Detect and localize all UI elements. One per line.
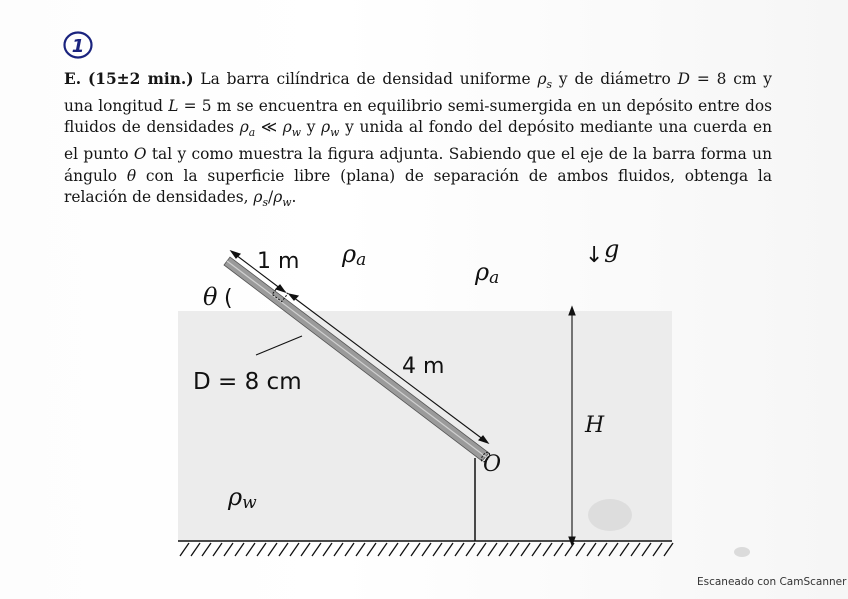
problem-text-part: ≪ bbox=[255, 118, 283, 137]
hatch-mark bbox=[367, 543, 376, 556]
hatch-mark bbox=[334, 543, 343, 556]
hatch-mark bbox=[202, 543, 211, 556]
label-rho-w-sub: w bbox=[242, 493, 257, 513]
label-theta: θ bbox=[203, 283, 218, 311]
hatch-mark bbox=[565, 543, 574, 556]
hatch-mark bbox=[257, 543, 266, 556]
hatch-mark bbox=[312, 543, 321, 556]
label-rho-w-symbol: ρ bbox=[228, 483, 243, 511]
hatch-mark bbox=[620, 543, 629, 556]
label-diameter: D = 8 cm bbox=[193, 369, 302, 395]
hatch-mark bbox=[543, 543, 552, 556]
label-H: H bbox=[585, 413, 605, 438]
hatch-mark bbox=[235, 543, 244, 556]
hatch-mark bbox=[455, 543, 464, 556]
problem-label: E. bbox=[64, 70, 82, 88]
hatch-mark bbox=[587, 543, 596, 556]
hatch-mark bbox=[664, 543, 673, 556]
problem-text-part: s bbox=[546, 78, 553, 92]
label-O: O bbox=[483, 452, 502, 477]
hatch-mark bbox=[477, 543, 486, 556]
problem-text-part: w bbox=[291, 126, 301, 140]
label-1m: 1 m bbox=[257, 249, 300, 274]
hatch-mark bbox=[323, 543, 332, 556]
hatch-mark bbox=[433, 543, 442, 556]
hatch-mark bbox=[444, 543, 453, 556]
label-4m: 4 m bbox=[402, 354, 445, 379]
hatch-mark bbox=[499, 543, 508, 556]
scanner-watermark: Escaneado con CamScanner bbox=[697, 576, 847, 588]
hatch-mark bbox=[345, 543, 354, 556]
label-rho-a-right-sub: a bbox=[489, 268, 500, 288]
problem-text-part: ρ bbox=[321, 118, 331, 137]
problem-text-part: ρ bbox=[537, 70, 547, 88]
scan-smudge bbox=[734, 547, 750, 557]
ground-hatch bbox=[180, 543, 673, 556]
problem-text-part: ρ bbox=[282, 118, 292, 137]
problem-text-part: con la superficie libre (plana) de separación de ambos fluidos, obtenga la relación de densidades, bbox=[64, 166, 773, 207]
hatch-mark bbox=[389, 543, 398, 556]
label-rho-a-right-symbol: ρ bbox=[475, 258, 490, 286]
hatch-mark bbox=[246, 543, 255, 556]
hatch-mark bbox=[279, 543, 288, 556]
hatch-mark bbox=[653, 543, 662, 556]
hatch-mark bbox=[642, 543, 651, 556]
hatch-mark bbox=[356, 543, 365, 556]
hatch-mark bbox=[422, 543, 431, 556]
hatch-mark bbox=[554, 543, 563, 556]
angle-arc: ( bbox=[224, 286, 233, 311]
hatch-mark bbox=[598, 543, 607, 556]
hatch-mark bbox=[609, 543, 618, 556]
problem-text-part: D bbox=[677, 70, 690, 88]
hatch-mark bbox=[180, 543, 189, 556]
hatch-mark bbox=[268, 543, 277, 556]
problem-text-part: y unida al fondo del depósito mediante una cuerda en el punto bbox=[64, 118, 772, 163]
label-rho-a-top bbox=[341, 240, 366, 270]
hatch-mark bbox=[290, 543, 299, 556]
label-rho-a-top-sub: a bbox=[356, 250, 367, 270]
problem-number-text: 1 bbox=[71, 36, 85, 57]
problem-text-part: = 8 cm y una longitud bbox=[64, 70, 772, 115]
hatch-mark bbox=[191, 543, 200, 556]
problem-text-part: w bbox=[282, 196, 292, 210]
hatch-mark bbox=[224, 543, 233, 556]
hatch-mark bbox=[631, 543, 640, 556]
problem-text-part: s bbox=[262, 196, 268, 210]
problem-text-part: O bbox=[133, 144, 147, 163]
problem-text-part: w bbox=[330, 126, 340, 140]
label-g: g bbox=[604, 235, 620, 263]
label-rho-a-top-symbol: ρ bbox=[342, 240, 357, 268]
hatch-mark bbox=[488, 543, 497, 556]
label-rho-a-right bbox=[474, 258, 499, 288]
problem-text-part: ρ bbox=[273, 188, 283, 207]
scan-smudge bbox=[588, 499, 632, 531]
hatch-mark bbox=[400, 543, 409, 556]
problem-text-part: y de diámetro bbox=[552, 70, 678, 88]
hatch-mark bbox=[532, 543, 541, 556]
hatch-mark bbox=[466, 543, 475, 556]
gravity-arrow-icon: ↓ bbox=[585, 243, 604, 268]
hatch-mark bbox=[378, 543, 387, 556]
problem-text-part: . bbox=[291, 188, 297, 207]
problem-text-part: a bbox=[248, 126, 256, 140]
problem-text-part: ρ bbox=[239, 118, 249, 137]
hatch-mark bbox=[576, 543, 585, 556]
hatch-mark bbox=[213, 543, 222, 556]
problem-text-part: θ bbox=[126, 166, 137, 185]
problem-text-part: L bbox=[168, 96, 179, 115]
hatch-mark bbox=[301, 543, 310, 556]
problem-text-part: / bbox=[268, 188, 274, 207]
hatch-mark bbox=[510, 543, 519, 556]
problem-text-part: tal y como muestra la figura adjunta. Sabiendo que el eje de la barra forma un ángulo bbox=[64, 144, 772, 185]
hatch-mark bbox=[521, 543, 530, 556]
problem-text-part: = 5 m se encuentra en equilibrio semi-sumergida en un depósito entre dos fluidos de densidades bbox=[64, 96, 773, 137]
hatch-mark bbox=[411, 543, 420, 556]
problem-text-part: La barra cilíndrica de densidad uniforme bbox=[193, 70, 538, 88]
problem-text-part: y bbox=[301, 118, 322, 137]
problem-time: (15±2 min.) bbox=[87, 70, 194, 88]
problem-text-part: ρ bbox=[253, 188, 263, 207]
